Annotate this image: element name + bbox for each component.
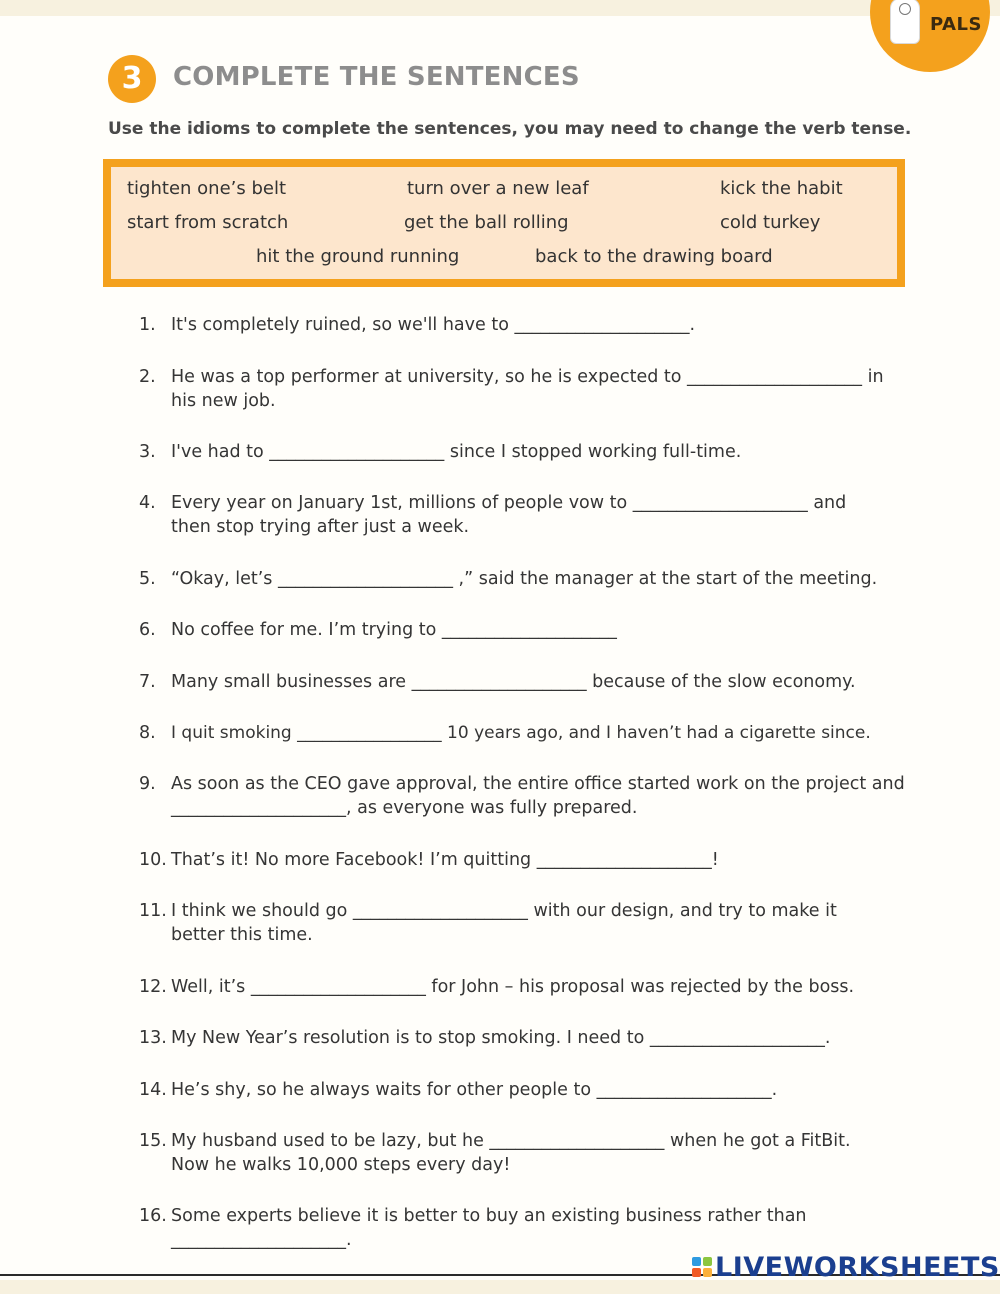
question-text-continued: Now he walks 10,000 steps every day! (171, 1155, 511, 1175)
question-text: My New Year’s resolution is to stop smoking. I need to ____________________. (171, 1028, 831, 1048)
word-bank-item: get the ball rolling (404, 212, 569, 233)
question-item (139, 1026, 929, 1050)
question-text: Many small businesses are ____________________ because of the slow economy. (171, 672, 856, 692)
question-text-continued: then stop trying after just a week. (171, 517, 470, 537)
question-number: 15. (139, 1131, 167, 1151)
question-number: 4. (139, 493, 156, 513)
question-item (139, 440, 929, 464)
word-bank-item: back to the drawing board (535, 246, 773, 267)
brand-text: LIVEWORKSHEETS (715, 1251, 1000, 1283)
word-bank-item: tighten one’s belt (127, 178, 287, 199)
question-number: 6. (139, 620, 156, 640)
word-bank-item: hit the ground running (256, 246, 460, 267)
question-number: 10. (139, 850, 167, 870)
section-number-badge: 3 (108, 55, 156, 103)
word-bank-item: cold turkey (720, 212, 821, 233)
mascot-icon (890, 0, 920, 44)
question-item (139, 567, 929, 591)
question-item (139, 1129, 929, 1177)
question-text: “Okay, let’s ____________________ ,” said the manager at the start of the meeting. (171, 569, 878, 589)
question-number: 14. (139, 1080, 167, 1100)
question-item (139, 313, 929, 337)
question-text: I've had to ____________________ since I stopped working full-time. (171, 442, 742, 462)
question-item (139, 899, 929, 947)
question-text: Every year on January 1st, millions of people vow to ____________________ and (171, 493, 847, 513)
section-title: COMPLETE THE SENTENCES (173, 62, 580, 92)
question-number: 12. (139, 977, 167, 997)
question-item (139, 772, 929, 820)
question-item (139, 1204, 929, 1252)
question-item (139, 618, 929, 642)
icon-tile (703, 1268, 712, 1277)
question-number: 1. (139, 315, 156, 335)
question-text: As soon as the CEO gave approval, the entire office started work on the project and (171, 774, 905, 794)
question-text-continued: his new job. (171, 391, 276, 411)
question-text-continued: ____________________. (171, 1230, 352, 1250)
question-text: I think we should go ____________________ with our design, and try to make it (171, 901, 837, 921)
icon-tile (703, 1257, 712, 1266)
question-number: 5. (139, 569, 156, 589)
question-text: Some experts believe it is better to buy an existing business rather than (171, 1206, 807, 1226)
pals-logo (870, 0, 990, 72)
question-text: He was a top performer at university, so he is expected to ____________________ in (171, 367, 884, 387)
question-number: 8. (139, 723, 156, 743)
word-bank-item: kick the habit (720, 178, 843, 199)
question-item (139, 365, 929, 413)
top-strip (0, 0, 1000, 16)
question-item (139, 721, 929, 745)
question-text: He’s shy, so he always waits for other people to ____________________. (171, 1080, 778, 1100)
word-bank (103, 159, 905, 287)
question-item (139, 491, 929, 539)
question-text: That’s it! No more Facebook! I’m quitting ____________________! (171, 850, 719, 870)
question-text: It's completely ruined, so we'll have to ____________________. (171, 315, 696, 335)
instructions: Use the idioms to complete the sentences, you may need to change the verb tense. (108, 119, 912, 139)
question-number: 13. (139, 1028, 167, 1048)
word-bank-item: start from scratch (127, 212, 289, 233)
question-text: My husband used to be lazy, but he ____________________ when he got a FitBit. (171, 1131, 851, 1151)
question-text-continued: better this time. (171, 925, 313, 945)
icon-tile (692, 1257, 701, 1266)
question-text: No coffee for me. I’m trying to ____________________ (171, 620, 617, 640)
question-number: 2. (139, 367, 156, 387)
question-item (139, 848, 929, 872)
question-text-continued: ____________________, as everyone was fully prepared. (171, 798, 638, 818)
question-item (139, 975, 929, 999)
question-text: I quit smoking _________________ 10 years ago, and I haven’t had a cigarette since. (171, 723, 871, 743)
word-bank-item: turn over a new leaf (407, 178, 589, 199)
question-text: Well, it’s ____________________ for John – his proposal was rejected by the boss. (171, 977, 855, 997)
logo-text: PALS (930, 14, 982, 35)
liveworksheets-icon (692, 1257, 712, 1277)
question-number: 7. (139, 672, 156, 692)
question-item (139, 670, 929, 694)
question-number: 16. (139, 1206, 167, 1226)
question-number: 3. (139, 442, 156, 462)
icon-tile (692, 1268, 701, 1277)
liveworksheets-logo[interactable] (692, 1252, 1000, 1282)
question-number: 9. (139, 774, 156, 794)
question-number: 11. (139, 901, 167, 921)
question-item (139, 1078, 929, 1102)
